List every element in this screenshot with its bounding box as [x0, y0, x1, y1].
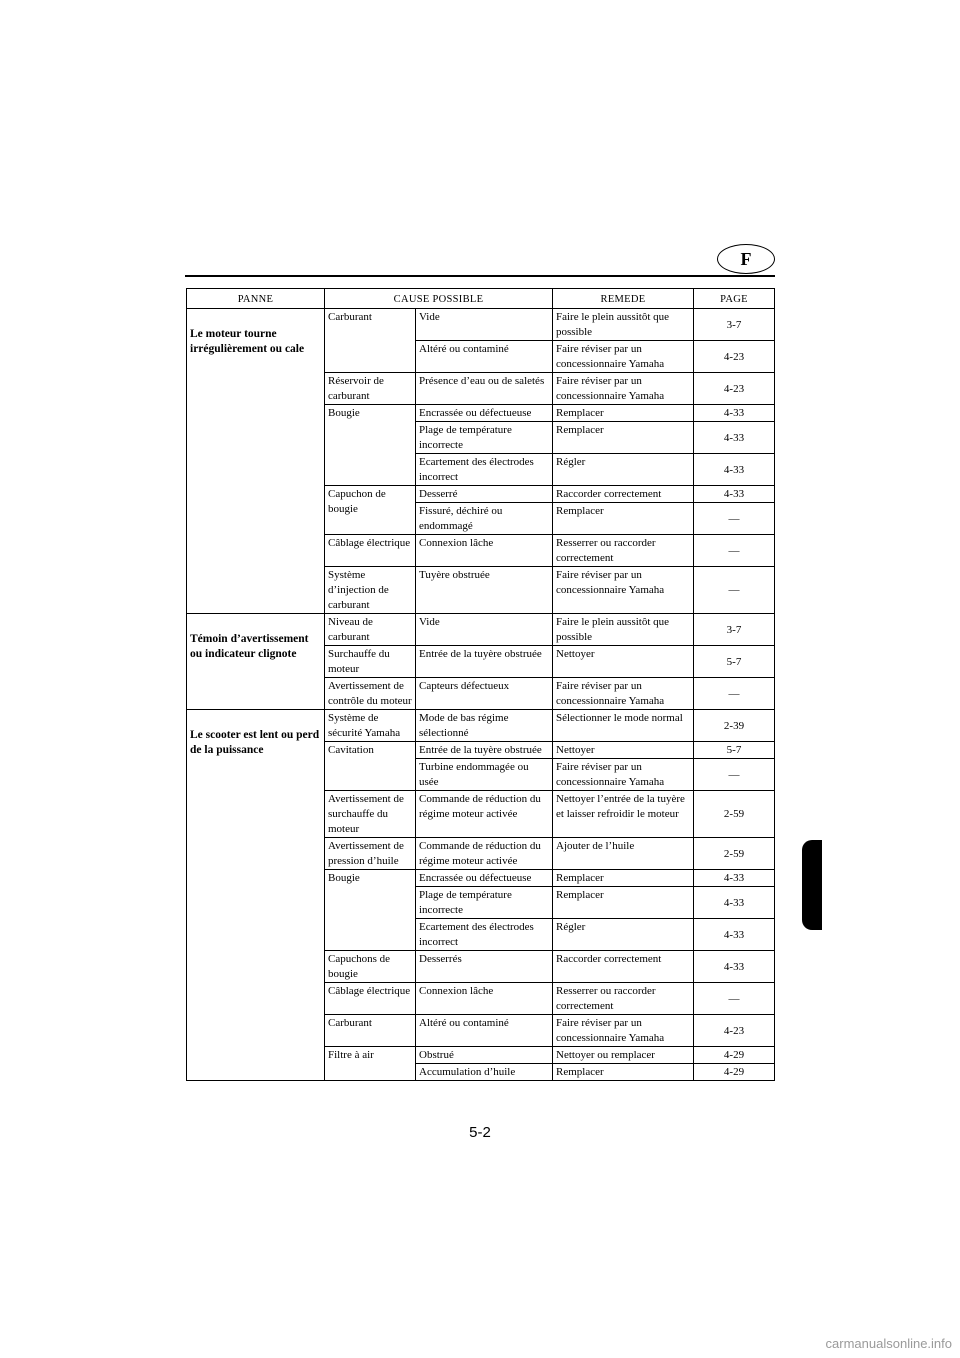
header-rule	[185, 275, 775, 277]
detail-cell: Présence d’eau ou de saletés	[416, 373, 553, 405]
remede-cell: Faire réviser par un concessionnaire Yamaha	[553, 567, 694, 614]
cause-cell: Avertissement de contrôle du moteur	[325, 678, 416, 710]
page-cell: 4-23	[694, 1015, 775, 1047]
detail-cell: Turbine endommagée ou usée	[416, 759, 553, 791]
page-cell: 4-33	[694, 422, 775, 454]
page-cell: 2-59	[694, 838, 775, 870]
detail-cell: Vide	[416, 614, 553, 646]
cause-cell: Surchauffe du moteur	[325, 646, 416, 678]
page-cell: 2-39	[694, 710, 775, 742]
watermark: carmanualsonline.info	[825, 1336, 952, 1351]
page-cell: 4-23	[694, 341, 775, 373]
remede-cell: Resserrer ou raccorder correctement	[553, 535, 694, 567]
remede-cell: Nettoyer	[553, 742, 694, 759]
remede-cell: Régler	[553, 454, 694, 486]
remede-cell: Faire réviser par un concessionnaire Yamaha	[553, 373, 694, 405]
cause-cell: Cavitation	[325, 742, 416, 791]
page-cell: 4-33	[694, 887, 775, 919]
page-cell: 2-59	[694, 791, 775, 838]
detail-cell: Ecartement des électrodes incorrect	[416, 919, 553, 951]
detail-cell: Desserrés	[416, 951, 553, 983]
detail-cell: Commande de réduction du régime moteur activée	[416, 791, 553, 838]
page-cell: 4-33	[694, 454, 775, 486]
remede-cell: Nettoyer ou remplacer	[553, 1047, 694, 1064]
page-cell: 3-7	[694, 614, 775, 646]
cause-cell: Câblage électrique	[325, 535, 416, 567]
detail-cell: Plage de température incorrecte	[416, 887, 553, 919]
cause-cell: Câblage électrique	[325, 983, 416, 1015]
remede-cell: Remplacer	[553, 405, 694, 422]
detail-cell: Ecartement des électrodes incorrect	[416, 454, 553, 486]
page-cell: —	[694, 759, 775, 791]
table-header-row	[187, 289, 775, 309]
page-cell: 4-33	[694, 486, 775, 503]
cause-cell: Réservoir de carburant	[325, 373, 416, 405]
remede-cell: Faire réviser par un concessionnaire Yamaha	[553, 678, 694, 710]
chapter-side-tab	[802, 840, 822, 930]
detail-cell: Entrée de la tuyère obstruée	[416, 742, 553, 759]
page-cell: 5-7	[694, 646, 775, 678]
table-row	[187, 710, 775, 742]
cause-cell: Capuchon de bougie	[325, 486, 416, 535]
detail-cell: Plage de température incorrecte	[416, 422, 553, 454]
page-number: 5-2	[469, 1124, 491, 1141]
detail-cell: Entrée de la tuyère obstruée	[416, 646, 553, 678]
page-cell: 4-33	[694, 405, 775, 422]
cause-cell: Avertissement de pression d’huile	[325, 838, 416, 870]
troubleshooting-table	[186, 288, 775, 1081]
page-cell: —	[694, 503, 775, 535]
troubleshooting-table-wrapper	[186, 288, 774, 1081]
remede-cell: Faire réviser par un concessionnaire Yamaha	[553, 1015, 694, 1047]
cause-cell: Filtre à air	[325, 1047, 416, 1081]
table-row	[187, 614, 775, 646]
language-badge: F	[717, 244, 775, 274]
page-cell: 5-7	[694, 742, 775, 759]
table-body	[187, 309, 775, 1081]
remede-cell: Régler	[553, 919, 694, 951]
detail-cell: Vide	[416, 309, 553, 341]
page-cell: —	[694, 535, 775, 567]
table-row	[187, 309, 775, 341]
page-cell: 3-7	[694, 309, 775, 341]
cause-cell: Capuchons de bougie	[325, 951, 416, 983]
remede-cell: Ajouter de l’huile	[553, 838, 694, 870]
remede-cell: Remplacer	[553, 503, 694, 535]
remede-cell: Nettoyer l’entrée de la tuyère et laisser refroidir le moteur	[553, 791, 694, 838]
detail-cell: Encrassée ou défectueuse	[416, 405, 553, 422]
page-cell: —	[694, 983, 775, 1015]
detail-cell: Fissuré, déchiré ou endommagé	[416, 503, 553, 535]
remede-cell: Resserrer ou raccorder correctement	[553, 983, 694, 1015]
page-cell: 4-29	[694, 1064, 775, 1081]
remede-cell: Faire le plein aussitôt que possible	[553, 309, 694, 341]
panne-cell: Le moteur tourne irrégulièrement ou cale	[187, 309, 325, 614]
detail-cell: Connexion lâche	[416, 983, 553, 1015]
remede-cell: Remplacer	[553, 422, 694, 454]
remede-cell: Remplacer	[553, 870, 694, 887]
detail-cell: Desserré	[416, 486, 553, 503]
header-panne: PANNE	[187, 289, 325, 309]
remede-cell: Faire le plein aussitôt que possible	[553, 614, 694, 646]
detail-cell: Mode de bas régime sélectionné	[416, 710, 553, 742]
page-cell: 4-23	[694, 373, 775, 405]
detail-cell: Obstrué	[416, 1047, 553, 1064]
page-cell: —	[694, 567, 775, 614]
page-cell: 4-33	[694, 919, 775, 951]
remede-cell: Faire réviser par un concessionnaire Yamaha	[553, 341, 694, 373]
cause-cell: Niveau de carburant	[325, 614, 416, 646]
remede-cell: Raccorder correctement	[553, 951, 694, 983]
detail-cell: Capteurs défectueux	[416, 678, 553, 710]
detail-cell: Tuyère obstruée	[416, 567, 553, 614]
remede-cell: Sélectionner le mode normal	[553, 710, 694, 742]
cause-cell: Bougie	[325, 870, 416, 951]
detail-cell: Accumulation d’huile	[416, 1064, 553, 1081]
header-page: PAGE	[694, 289, 775, 309]
page-cell: 4-33	[694, 870, 775, 887]
cause-cell: Système d’injection de carburant	[325, 567, 416, 614]
cause-cell: Système de sécurité Yamaha	[325, 710, 416, 742]
detail-cell: Connexion lâche	[416, 535, 553, 567]
detail-cell: Altéré ou contaminé	[416, 341, 553, 373]
header-cause: CAUSE POSSIBLE	[325, 289, 553, 309]
remede-cell: Nettoyer	[553, 646, 694, 678]
cause-cell: Bougie	[325, 405, 416, 486]
remede-cell: Raccorder correctement	[553, 486, 694, 503]
panne-cell: Le scooter est lent ou perd de la puissance	[187, 710, 325, 1081]
remede-cell: Remplacer	[553, 1064, 694, 1081]
page-cell: 4-33	[694, 951, 775, 983]
remede-cell: Remplacer	[553, 887, 694, 919]
cause-cell: Carburant	[325, 1015, 416, 1047]
panne-cell: Témoin d’avertissement ou indicateur clignote	[187, 614, 325, 710]
cause-cell: Carburant	[325, 309, 416, 373]
cause-cell: Avertissement de surchauffe du moteur	[325, 791, 416, 838]
page-cell: —	[694, 678, 775, 710]
detail-cell: Altéré ou contaminé	[416, 1015, 553, 1047]
detail-cell: Encrassée ou défectueuse	[416, 870, 553, 887]
remede-cell: Faire réviser par un concessionnaire Yamaha	[553, 759, 694, 791]
header-remede: REMEDE	[553, 289, 694, 309]
page-cell: 4-29	[694, 1047, 775, 1064]
detail-cell: Commande de réduction du régime moteur activée	[416, 838, 553, 870]
